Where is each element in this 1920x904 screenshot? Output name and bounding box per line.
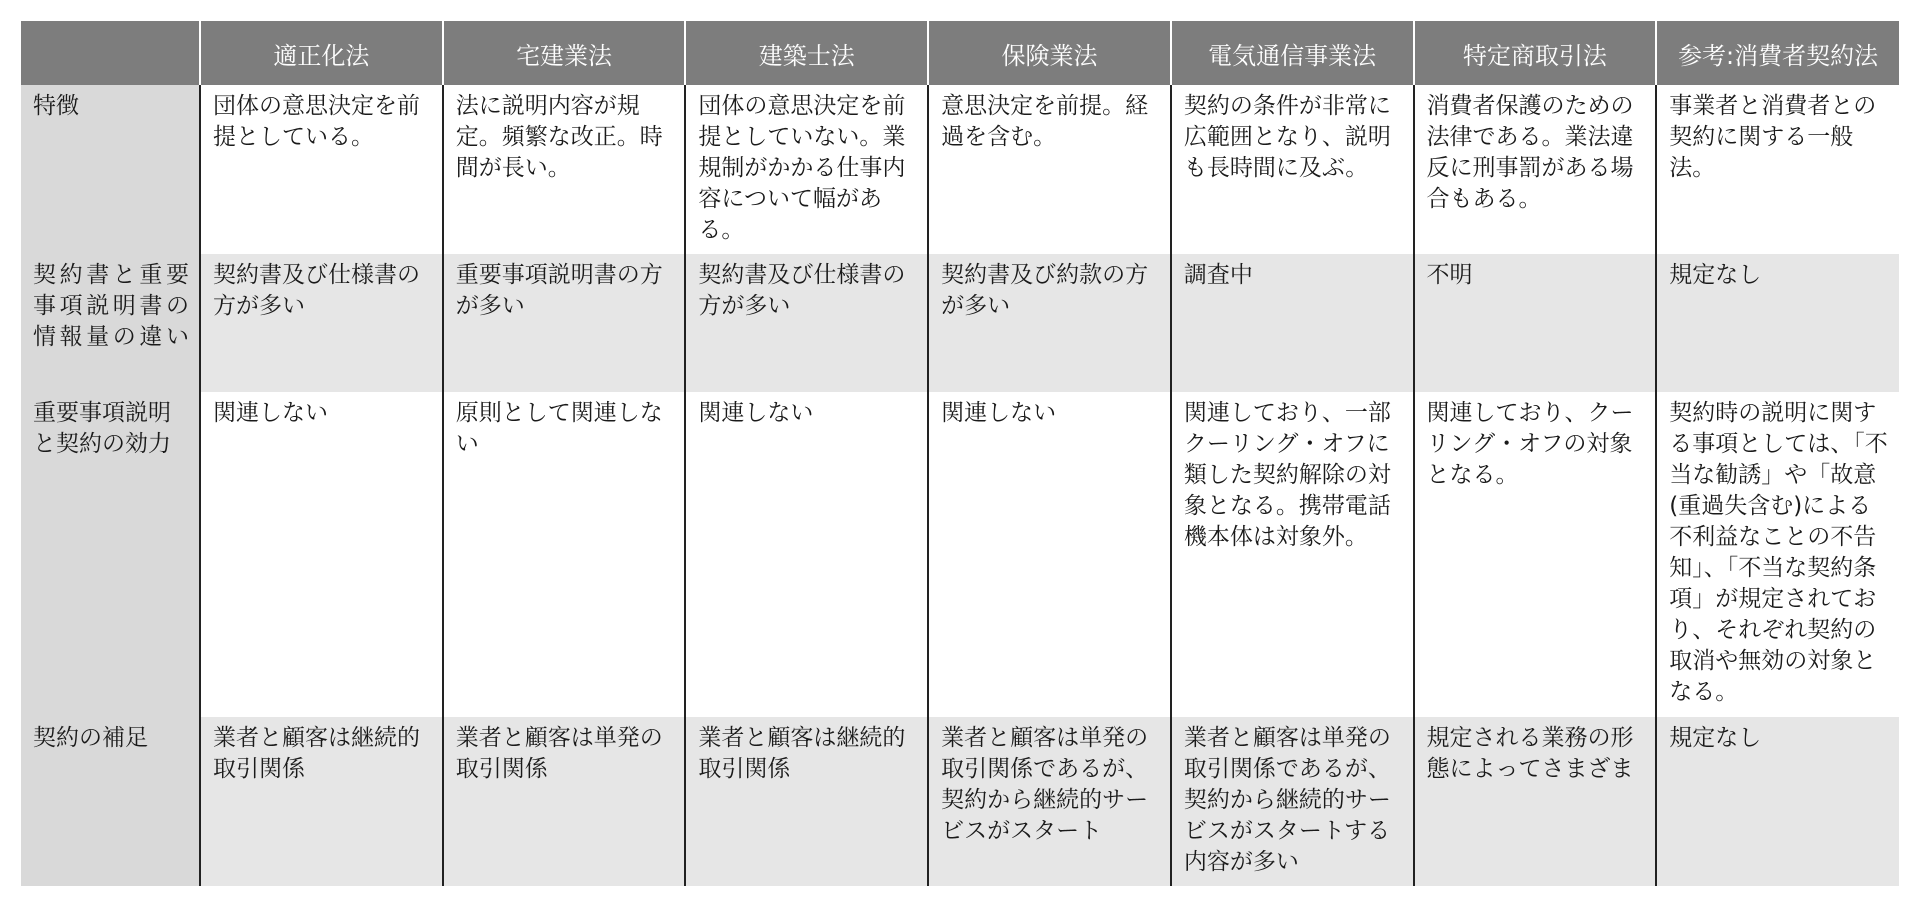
row-header-cell: 特徴	[21, 85, 200, 254]
table-cell: 規定なし	[1656, 254, 1899, 392]
table-cell: 消費者保護のための法律である。業法違反に刑事罰がある場合もある。	[1414, 85, 1657, 254]
table-cell: 団体の意思決定を前提としている。	[200, 85, 443, 254]
table-row	[21, 85, 1899, 254]
column-header-shohisha-keiyaku: 参考:消費者契約法	[1656, 21, 1899, 85]
row-header-cell: 契約書と重要事項説明書の情報量の違い	[21, 254, 200, 392]
table-cell: 関連しており、一部クーリング・オフに類した契約解除の対象となる。携帯電話機本体は対象外。	[1171, 392, 1414, 717]
table-cell: 不明	[1414, 254, 1657, 392]
corner-header-cell	[21, 21, 200, 85]
column-header-hoken: 保険業法	[928, 21, 1171, 85]
table-cell: 調査中	[1171, 254, 1414, 392]
table-cell: 法に説明内容が規定。頻繁な改正。時間が長い。	[443, 85, 686, 254]
table-cell: 規定される業務の形態によってさまざま	[1414, 717, 1657, 886]
table-cell: 契約書及び仕様書の方が多い	[200, 254, 443, 392]
column-header-kenchikushi: 建築士法	[685, 21, 928, 85]
column-header-takken: 宅建業法	[443, 21, 686, 85]
row-header-cell: 契約の補足	[21, 717, 200, 886]
table-cell: 契約書及び仕様書の方が多い	[685, 254, 928, 392]
table-row	[21, 392, 1899, 717]
row-header-cell: 重要事項説明と契約の効力	[21, 392, 200, 717]
comparison-table-container	[21, 21, 1899, 886]
table-cell: 関連しない	[685, 392, 928, 717]
table-cell: 重要事項説明書の方が多い	[443, 254, 686, 392]
table-cell: 規定なし	[1656, 717, 1899, 886]
table-cell: 事業者と消費者との契約に関する一般法。	[1656, 85, 1899, 254]
table-cell: 団体の意思決定を前提としていない。業規制がかかる仕事内容について幅がある。	[685, 85, 928, 254]
column-header-denki-tsushin: 電気通信事業法	[1171, 21, 1414, 85]
table-cell: 意思決定を前提。経過を含む。	[928, 85, 1171, 254]
table-cell: 関連しない	[928, 392, 1171, 717]
comparison-table	[21, 21, 1899, 886]
table-cell: 業者と顧客は継続的取引関係	[685, 717, 928, 886]
column-header-tokutei-shotorihiki: 特定商取引法	[1414, 21, 1657, 85]
table-cell: 原則として関連しない	[443, 392, 686, 717]
table-cell: 契約書及び約款の方が多い	[928, 254, 1171, 392]
table-cell: 契約時の説明に関する事項としては、「不当な勧誘」や「故意(重過失含む)による不利益なことの不告知」、「不当な契約条項」が規定されており、それぞれ契約の取消や無効の対象となる。	[1656, 392, 1899, 717]
table-cell: 業者と顧客は単発の取引関係であるが、契約から継続的サービスがスタート	[928, 717, 1171, 886]
table-cell: 関連しており、クーリング・オフの対象となる。	[1414, 392, 1657, 717]
table-cell: 業者と顧客は単発の取引関係であるが、契約から継続的サービスがスタートする内容が多い	[1171, 717, 1414, 886]
table-cell: 業者と顧客は単発の取引関係	[443, 717, 686, 886]
table-cell: 関連しない	[200, 392, 443, 717]
table-row	[21, 717, 1899, 886]
table-cell: 業者と顧客は継続的取引関係	[200, 717, 443, 886]
column-header-tekiseika: 適正化法	[200, 21, 443, 85]
table-row	[21, 254, 1899, 392]
header-row	[21, 21, 1899, 85]
table-cell: 契約の条件が非常に広範囲となり、説明も長時間に及ぶ。	[1171, 85, 1414, 254]
